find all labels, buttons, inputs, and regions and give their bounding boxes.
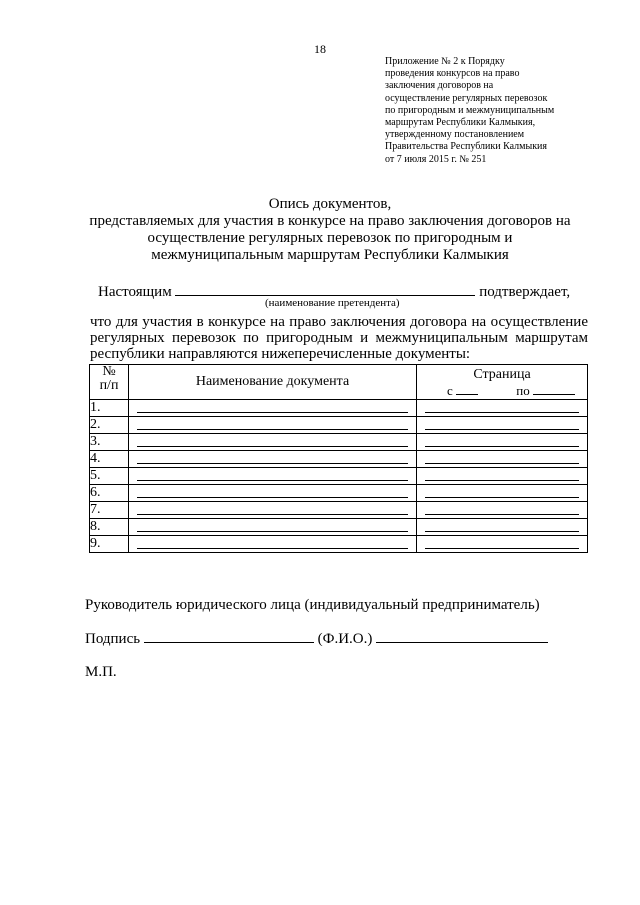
- doc-title: Опись документов,: [268, 196, 392, 212]
- page-from-field[interactable]: [456, 394, 478, 395]
- page-cell[interactable]: [417, 468, 588, 485]
- appendix-line: проведения конкурсов на право: [385, 68, 520, 80]
- applicant-hint: (наименование претендента): [265, 297, 400, 309]
- applicant-name-field[interactable]: [175, 283, 475, 296]
- appendix-line: Приложение № 2 к Порядку: [385, 56, 505, 67]
- appendix-line: по пригородным и межмуниципальным: [385, 104, 555, 116]
- header-number: [90, 365, 129, 400]
- fio-field[interactable]: [376, 630, 548, 643]
- table-row: [90, 417, 588, 434]
- header-page: [417, 365, 588, 400]
- page-cell[interactable]: [417, 502, 588, 519]
- table-row: [90, 485, 588, 502]
- appendix-line: утвержденному постановлением: [385, 129, 525, 141]
- page-cell[interactable]: [417, 519, 588, 536]
- appendix-note: [385, 56, 625, 166]
- row-number: 9.: [90, 536, 129, 553]
- document-name-cell[interactable]: [129, 400, 417, 417]
- header-page-range: [417, 383, 587, 399]
- table-row: [90, 519, 588, 536]
- documents-table: [89, 364, 588, 553]
- document-name-cell[interactable]: [129, 519, 417, 536]
- fio-label: (Ф.И.О.): [317, 631, 373, 647]
- row-number: 2.: [90, 417, 129, 434]
- row-number: 7.: [90, 502, 129, 519]
- document-name-cell[interactable]: [129, 417, 417, 434]
- document-name-cell[interactable]: [129, 434, 417, 451]
- document-name-cell[interactable]: [129, 451, 417, 468]
- doc-subtitle-line: межмуниципальным маршрутам Республики Калмыкия: [151, 247, 509, 263]
- statement-suffix: подтверждает,: [479, 284, 571, 300]
- signature-line: [85, 630, 548, 648]
- signature-field[interactable]: [144, 630, 314, 643]
- page-cell[interactable]: [417, 417, 588, 434]
- page-cell[interactable]: [417, 485, 588, 502]
- row-number: 6.: [90, 485, 129, 502]
- document-name-cell[interactable]: [129, 485, 417, 502]
- page-cell[interactable]: [417, 400, 588, 417]
- header-document-name: Наименование документа: [129, 365, 417, 400]
- page-cell[interactable]: [417, 434, 588, 451]
- table-row: [90, 400, 588, 417]
- document-name-cell[interactable]: [129, 536, 417, 553]
- page-cell[interactable]: [417, 536, 588, 553]
- header-number-sign: №: [102, 364, 116, 379]
- signature-label: Подпись: [85, 631, 141, 647]
- appendix-line: заключения договоров на: [385, 80, 494, 92]
- header-page-title: Страница: [473, 367, 531, 382]
- appendix-line: маршрутам Республики Калмыкия,: [385, 117, 536, 129]
- table-row: [90, 468, 588, 485]
- page-number: 18: [314, 42, 326, 56]
- header-number-label: п/п: [99, 378, 119, 393]
- page-to-label: по: [516, 383, 530, 398]
- table-row: [90, 536, 588, 553]
- appendix-line: осуществление регулярных перевозок: [385, 92, 548, 104]
- doc-subtitle-line: осуществление регулярных перевозок по пригородным и: [147, 230, 513, 246]
- row-number: 1.: [90, 400, 129, 417]
- page-from-label: с: [447, 383, 453, 398]
- document-name-cell[interactable]: [129, 502, 417, 519]
- appendix-line: от 7 июля 2015 г. № 251: [385, 153, 487, 165]
- table-row: [90, 451, 588, 468]
- doc-subtitle-line: представляемых для участия в конкурсе на право заключения договоров на: [89, 213, 571, 229]
- row-number: 3.: [90, 434, 129, 451]
- statement-prefix: Настоящим: [98, 284, 172, 300]
- statement-paragraph: что для участия в конкурсе на право заключения договора на осуществление регулярных перевозок по пригородным и межмуниципальным маршрутам республики направляются нижеперечисленные документы:: [90, 314, 588, 362]
- table-row: [90, 434, 588, 451]
- head-of-entity-label: Руководитель юридического лица (индивидуальный предприниматель): [85, 597, 540, 613]
- table-row: [90, 502, 588, 519]
- page-to-field[interactable]: [533, 394, 575, 395]
- page-cell[interactable]: [417, 451, 588, 468]
- document-name-cell[interactable]: [129, 468, 417, 485]
- stamp-label: М.П.: [85, 664, 117, 680]
- table-header: [90, 365, 588, 400]
- row-number: 4.: [90, 451, 129, 468]
- appendix-line: Правительства Республики Калмыкия: [385, 141, 548, 153]
- row-number: 5.: [90, 468, 129, 485]
- row-number: 8.: [90, 519, 129, 536]
